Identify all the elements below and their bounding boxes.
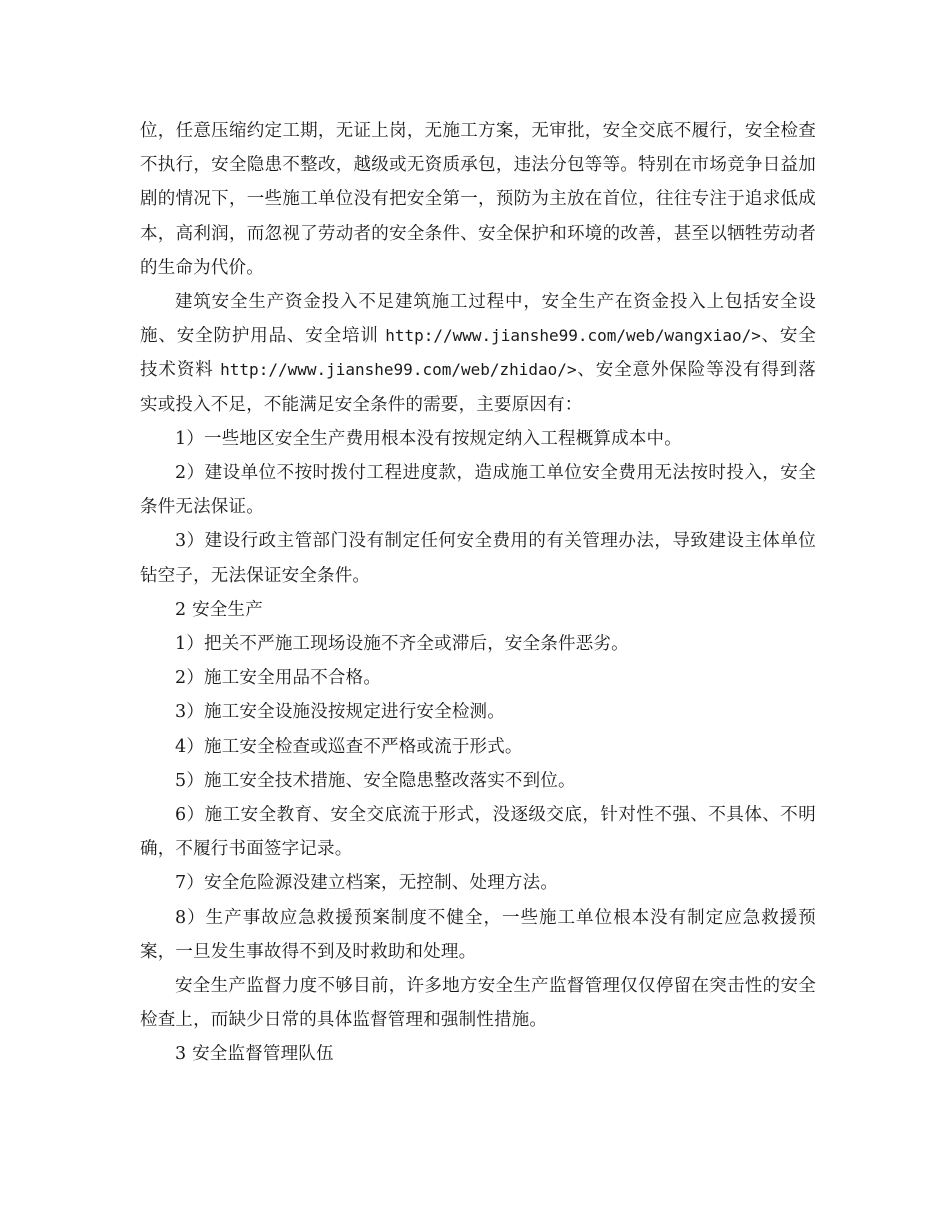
- list-item-safety-7: 7）安全危险源没建立档案，无控制、处理方法。: [175, 873, 559, 894]
- section-heading-safety-production: 2 安全生产: [175, 599, 263, 620]
- paragraph-supervision-insufficient: 安全生产监督力度不够目前，许多地方安全生产监督管理仅仅停留在突击性的安全检查上，而缺少日常的具体监督管理和强制性措施。: [140, 976, 816, 1031]
- list-item-safety-5: 5）施工安全技术措施、安全隐患整改落实不到位。: [175, 770, 576, 791]
- paragraph-text-segment: 、安全技术资料: [140, 326, 816, 381]
- url-link-wangxiao[interactable]: http://www.jianshe99.com/web/wangxiao/>: [385, 326, 761, 346]
- list-item-safety-8: 8）生产事故应急救援预案制度不健全，一些施工单位根本没有制定应急救援预案，一旦发生事故得不到及时救助和处理。: [140, 907, 816, 962]
- list-item-funding-3: 3）建设行政主管部门没有制定任何安全费用的有关管理办法，导致建设主体单位钻空子，无法保证安全条件。: [140, 531, 816, 586]
- paragraph-text-segment: 建筑安全生产资金投入不足建筑施工过程中，安全生产在资金投入上包括安全设施、安全防护用品、安全培训: [140, 292, 816, 347]
- url-link-zhidao[interactable]: http://www.jianshe99.com/web/zhidao/>: [220, 360, 577, 380]
- list-item-funding-2: 2）建设单位不按时拨付工程进度款，造成施工单位安全费用无法按时投入，安全条件无法保证。: [140, 463, 816, 518]
- paragraph-text-segment: 、安全意外保险等没有得到落实或投入不足，不能满足安全条件的需要，主要原因有：: [140, 360, 816, 415]
- list-item-safety-6: 6）施工安全教育、安全交底流于形式，没逐级交底，针对性不强、不具体、不明确，不履行书面签字记录。: [140, 805, 816, 860]
- list-item-funding-1: 1）一些地区安全生产费用根本没有按规定纳入工程概算成本中。: [175, 428, 682, 449]
- document-body: [140, 114, 816, 1072]
- section-heading-supervision-team: 3 安全监督管理队伍: [175, 1044, 334, 1065]
- paragraph-intro-continuation: 位，任意压缩约定工期，无证上岗，无施工方案，无审批，安全交底不履行，安全检查不执行，安全隐患不整改，越级或无资质承包，违法分包等等。特别在市场竞争日益加剧的情况下，一些施工单位没有把安全第一，预防为主放在首位，往往专注于追求低成本，高利润，而忽视了劳动者的安全条件、安全保护和环境的改善，甚至以牺牲劳动者的生命为代价。: [140, 121, 816, 278]
- list-item-safety-1: 1）把关不严施工现场设施不齐全或滞后，安全条件恶劣。: [175, 634, 629, 655]
- list-item-safety-3: 3）施工安全设施没按规定进行安全检测。: [175, 702, 505, 723]
- paragraph-funding-insufficient: [140, 285, 816, 422]
- list-item-safety-2: 2）施工安全用品不合格。: [175, 668, 382, 689]
- list-item-safety-4: 4）施工安全检查或巡查不严格或流于形式。: [175, 736, 523, 757]
